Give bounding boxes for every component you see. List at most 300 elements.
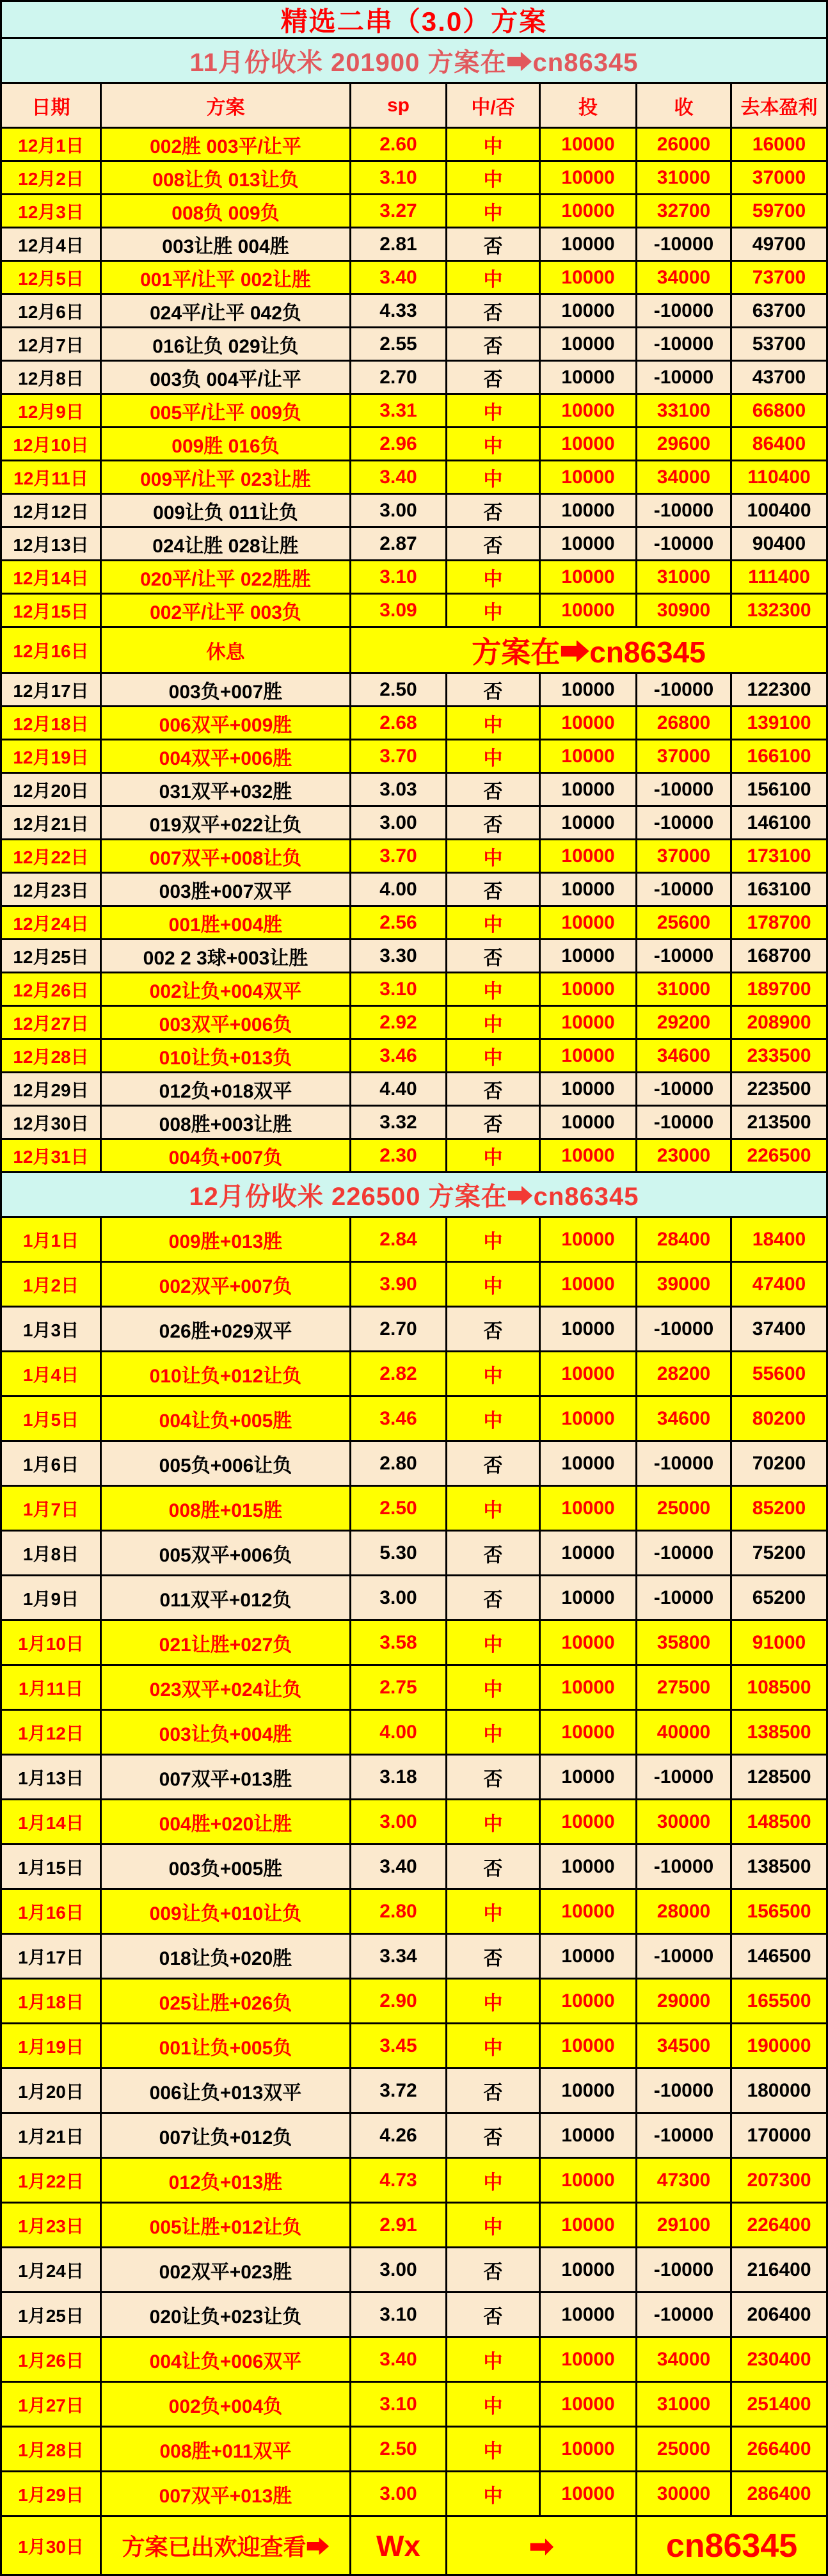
table-row [2,2472,826,2517]
table-row [2,428,826,461]
return-cell: 39000 [637,1263,732,1308]
sp-cell: 2.87 [351,528,447,561]
date-cell: 12月10日 [2,428,102,461]
profit-cell: 138500 [732,1845,826,1890]
stake-cell: 10000 [541,1756,637,1800]
date-cell: 12月16日 [2,628,102,674]
date-cell: 12月11日 [2,461,102,495]
date-cell: 1月6日 [2,1442,102,1487]
table-row [2,1218,826,1263]
date-cell: 12月24日 [2,907,102,940]
profit-cell: 86400 [732,428,826,461]
stake-cell: 10000 [541,528,637,561]
plan-cell: 004胜+020让胜 [102,1800,351,1845]
table-row [2,973,826,1007]
sp-cell: 3.03 [351,774,447,807]
sp-cell: 3.00 [351,495,447,528]
stake-cell: 10000 [541,262,637,295]
date-cell: 12月29日 [2,1073,102,1107]
date-cell: 1月26日 [2,2338,102,2383]
stake-cell: 10000 [541,1980,637,2024]
result-cell: 中 [447,595,541,628]
return-cell: 31000 [637,2383,732,2428]
profit-cell: 165500 [732,1980,826,2024]
plan-cell: 020让负+023让负 [102,2293,351,2338]
profit-cell: 180000 [732,2069,826,2114]
result-cell: 否 [447,1442,541,1487]
profit-cell: 16000 [732,129,826,162]
date-cell: 1月1日 [2,1218,102,1263]
table-header-row [2,84,826,129]
profit-cell: 207300 [732,2159,826,2204]
sp-cell: 3.70 [351,740,447,774]
return-cell: 47300 [637,2159,732,2204]
sp-cell: 3.09 [351,595,447,628]
profit-cell: 55600 [732,1352,826,1397]
sp-cell: 3.30 [351,940,447,973]
result-cell: 中 [447,2159,541,2204]
plan-cell: 004负+007负 [102,1140,351,1173]
date-cell: 1月29日 [2,2472,102,2517]
return-cell: -10000 [637,495,732,528]
return-cell: -10000 [637,2069,732,2114]
sp-cell: 3.40 [351,1845,447,1890]
result-cell: 中 [447,1980,541,2024]
plan-cell: 026胜+029双平 [102,1308,351,1352]
return-cell: 29000 [637,1980,732,2024]
result-cell: 否 [447,228,541,262]
return-cell: 31000 [637,561,732,595]
plan-cell: 009让负 011让负 [102,495,351,528]
sp-cell: 2.81 [351,228,447,262]
stake-cell: 10000 [541,1890,637,1935]
date-cell: 1月13日 [2,1756,102,1800]
date-cell: 1月4日 [2,1352,102,1397]
plan-cell: 024平/让平 042负 [102,295,351,328]
stake-cell: 10000 [541,2428,637,2472]
stake-cell: 10000 [541,2069,637,2114]
table-row [2,2069,826,2114]
stake-cell: 10000 [541,774,637,807]
result-cell: 中 [447,2338,541,2383]
return-cell: 25000 [637,2428,732,2472]
plan-cell: 023双平+024让负 [102,1666,351,1711]
plan-cell: 009让负+010让负 [102,1890,351,1935]
date-cell: 12月13日 [2,528,102,561]
table-row [2,1890,826,1935]
right-arrow-icon: ➡ [447,2517,637,2576]
stake-cell: 10000 [541,395,637,428]
result-cell: 否 [447,1845,541,1890]
return-cell: -10000 [637,2293,732,2338]
sp-cell: 4.40 [351,1073,447,1107]
plan-cell: 002双平+007负 [102,1263,351,1308]
result-cell: 否 [447,295,541,328]
stake-cell: 10000 [541,973,637,1007]
table-row [2,807,826,840]
stake-cell: 10000 [541,840,637,874]
column-header-5: 收 [637,84,732,129]
date-cell: 12月19日 [2,740,102,774]
sp-cell: 3.10 [351,162,447,195]
date-cell: 12月2日 [2,162,102,195]
return-cell: -10000 [637,328,732,362]
stake-cell: 10000 [541,674,637,707]
table-row [2,195,826,228]
table-row [2,495,826,528]
stake-cell: 10000 [541,1007,637,1040]
stake-cell: 10000 [541,940,637,973]
profit-cell: 132300 [732,595,826,628]
profit-cell: 146500 [732,1935,826,1980]
stake-cell: 10000 [541,1073,637,1107]
stake-cell: 10000 [541,1621,637,1666]
date-cell: 1月9日 [2,1576,102,1621]
sp-cell: 3.00 [351,2472,447,2517]
plan-cell: 004双平+006胜 [102,740,351,774]
sp-cell: 3.46 [351,1040,447,1073]
return-cell: -10000 [637,528,732,561]
stake-cell: 10000 [541,495,637,528]
date-cell: 1月30日 [2,2517,102,2576]
profit-cell: 223500 [732,1073,826,1107]
profit-cell: 233500 [732,1040,826,1073]
table-row [2,1756,826,1800]
stake-cell: 10000 [541,328,637,362]
profit-cell: 226500 [732,1140,826,1173]
sp-cell: 2.50 [351,674,447,707]
table-row [2,2383,826,2428]
november-summary-band [2,39,826,84]
stake-cell: 10000 [541,2293,637,2338]
november-summary-text: 11月份收米 201900 方案在➡cn86345 [189,49,639,77]
table-row [2,1980,826,2024]
table-row [2,1532,826,1576]
profit-cell: 170000 [732,2114,826,2159]
return-cell: -10000 [637,1935,732,1980]
return-cell: 34500 [637,2024,732,2069]
stake-cell: 10000 [541,162,637,195]
result-cell: 中 [447,129,541,162]
date-cell: 12月12日 [2,495,102,528]
column-header-4: 投 [541,84,637,129]
profit-cell: 66800 [732,395,826,428]
sp-cell: 3.46 [351,1397,447,1442]
plan-cell: 008让负 013让负 [102,162,351,195]
return-cell: -10000 [637,1073,732,1107]
plan-cell: 003负+007胜 [102,674,351,707]
return-cell: -10000 [637,874,732,907]
table-row [2,874,826,907]
profit-cell: 156100 [732,774,826,807]
result-cell: 中 [447,561,541,595]
table-row [2,1308,826,1352]
return-cell: -10000 [637,774,732,807]
sp-cell: 3.40 [351,461,447,495]
date-cell: 12月22日 [2,840,102,874]
return-cell: 28400 [637,1218,732,1263]
return-cell: 25000 [637,1487,732,1532]
date-cell: 12月25日 [2,940,102,973]
profit-cell: 80200 [732,1397,826,1442]
table-row [2,2204,826,2248]
profit-cell: 206400 [732,2293,826,2338]
stake-cell: 10000 [541,874,637,907]
december-summary-band [2,1173,826,1218]
sp-cell: 2.70 [351,362,447,395]
table-row [2,1007,826,1040]
return-cell: 30000 [637,1800,732,1845]
column-header-0: 日期 [2,84,102,129]
column-header-3: 中/否 [447,84,541,129]
sp-cell: 4.00 [351,874,447,907]
result-cell: 中 [447,740,541,774]
sp-cell: 2.92 [351,1007,447,1040]
table-row [2,1935,826,1980]
profit-cell: 128500 [732,1756,826,1800]
result-cell: 中 [447,262,541,295]
return-cell: 34600 [637,1040,732,1073]
stake-cell: 10000 [541,1308,637,1352]
plan-cell: 003负+005胜 [102,1845,351,1890]
table-row [2,907,826,940]
profit-cell: 110400 [732,461,826,495]
profit-cell: 70200 [732,1442,826,1487]
profit-cell: 49700 [732,228,826,262]
date-cell: 12月7日 [2,328,102,362]
table-row [2,1666,826,1711]
plan-cell: 018让负+020胜 [102,1935,351,1980]
stake-cell: 10000 [541,461,637,495]
stake-cell: 10000 [541,2204,637,2248]
profit-cell: 190000 [732,2024,826,2069]
sp-cell: 2.68 [351,707,447,740]
plan-cell: 009胜+013胜 [102,1218,351,1263]
result-cell: 否 [447,1073,541,1107]
return-cell: 34000 [637,2338,732,2383]
stake-cell: 10000 [541,362,637,395]
plan-cell: 007让负+012负 [102,2114,351,2159]
return-cell: -10000 [637,295,732,328]
plan-cell: 003让胜 004胜 [102,228,351,262]
stake-cell: 10000 [541,2024,637,2069]
stake-cell: 10000 [541,195,637,228]
profit-cell: 138500 [732,1711,826,1756]
result-cell: 中 [447,1007,541,1040]
plan-cell: 002胜 003平/让平 [102,129,351,162]
profit-cell: 251400 [732,2383,826,2428]
result-cell: 中 [447,2428,541,2472]
date-cell: 1月15日 [2,1845,102,1890]
stake-cell: 10000 [541,1666,637,1711]
table-row [2,2338,826,2383]
plan-cell: 001平/让平 002让胜 [102,262,351,295]
profit-cell: 63700 [732,295,826,328]
result-cell: 否 [447,1576,541,1621]
stake-cell: 10000 [541,595,637,628]
result-cell: 中 [447,2472,541,2517]
return-cell: -10000 [637,1107,732,1140]
plan-cell: 001让负+005负 [102,2024,351,2069]
return-cell: -10000 [637,1532,732,1576]
date-cell: 1月18日 [2,1980,102,2024]
profit-cell: 90400 [732,528,826,561]
plan-cell: 003让负+004胜 [102,1711,351,1756]
plan-cell: 012负+018双平 [102,1073,351,1107]
date-cell: 12月3日 [2,195,102,228]
date-cell: 1月17日 [2,1935,102,1980]
table-row [2,461,826,495]
table-row [2,840,826,874]
stake-cell: 10000 [541,561,637,595]
profit-cell: 53700 [732,328,826,362]
return-cell: 37000 [637,840,732,874]
date-cell: 12月15日 [2,595,102,628]
date-cell: 12月8日 [2,362,102,395]
result-cell: 否 [447,807,541,840]
return-cell: 30000 [637,2472,732,2517]
return-cell: 34000 [637,262,732,295]
table-row [2,707,826,740]
stake-cell: 10000 [541,740,637,774]
profit-cell: 168700 [732,940,826,973]
profit-cell: 111400 [732,561,826,595]
sp-cell: 3.00 [351,2248,447,2293]
table-row [2,674,826,707]
table-row [2,228,826,262]
sp-cell: 2.56 [351,907,447,940]
plan-cell: 005负+006让负 [102,1442,351,1487]
sp-cell: 5.30 [351,1532,447,1576]
plan-cell: 024让胜 028让胜 [102,528,351,561]
return-cell: 34000 [637,461,732,495]
date-cell: 12月27日 [2,1007,102,1040]
sp-cell: 2.84 [351,1218,447,1263]
table-row [2,1576,826,1621]
stake-cell: 10000 [541,1576,637,1621]
return-cell: 40000 [637,1711,732,1756]
return-cell: 28000 [637,1890,732,1935]
result-cell: 否 [447,528,541,561]
result-cell: 中 [447,1263,541,1308]
sp-cell: 2.60 [351,129,447,162]
sp-cell: 3.58 [351,1621,447,1666]
stake-cell: 10000 [541,1352,637,1397]
return-cell: 34600 [637,1397,732,1442]
return-cell: 25600 [637,907,732,940]
plan-cell: 008负 009负 [102,195,351,228]
stake-cell: 10000 [541,1935,637,1980]
stake-cell: 10000 [541,1107,637,1140]
return-cell: 29100 [637,2204,732,2248]
result-cell: 否 [447,1532,541,1576]
table-row [2,1073,826,1107]
table-row [2,1107,826,1140]
plan-cell: 011双平+012负 [102,1576,351,1621]
table-row [2,1711,826,1756]
table-row [2,1442,826,1487]
table-row [2,2159,826,2204]
sp-cell: 2.90 [351,1980,447,2024]
result-cell: 中 [447,2024,541,2069]
promo-plan-cell: 方案已出欢迎查看➡ [102,2517,351,2576]
contact-code-cell: cn86345 [637,2517,826,2576]
sheet-title-band [2,2,826,39]
result-cell: 中 [447,1666,541,1711]
result-cell: 否 [447,2293,541,2338]
profit-cell: 85200 [732,1487,826,1532]
stake-cell: 10000 [541,2472,637,2517]
return-cell: 27500 [637,1666,732,1711]
date-cell: 12月9日 [2,395,102,428]
sp-cell: 2.80 [351,1442,447,1487]
result-cell: 否 [447,1308,541,1352]
date-cell: 12月21日 [2,807,102,840]
result-cell: 否 [447,362,541,395]
date-cell: 12月14日 [2,561,102,595]
table-row [2,528,826,561]
table-row [2,262,826,295]
date-cell: 12月23日 [2,874,102,907]
sp-cell: 3.10 [351,561,447,595]
plan-cell: 002双平+023胜 [102,2248,351,2293]
return-cell: 29200 [637,1007,732,1040]
sp-cell: 2.50 [351,1487,447,1532]
sp-cell: 2.80 [351,1890,447,1935]
profit-cell: 122300 [732,674,826,707]
sp-cell: 2.30 [351,1140,447,1173]
plan-cell: 005让胜+012让负 [102,2204,351,2248]
table-row [2,2517,826,2576]
return-cell: 31000 [637,973,732,1007]
return-cell: -10000 [637,940,732,973]
date-cell: 12月17日 [2,674,102,707]
date-cell: 1月5日 [2,1397,102,1442]
profit-cell: 166100 [732,740,826,774]
date-cell: 1月11日 [2,1666,102,1711]
return-cell: 28200 [637,1352,732,1397]
date-cell: 12月31日 [2,1140,102,1173]
date-cell: 12月18日 [2,707,102,740]
stake-cell: 10000 [541,428,637,461]
result-cell: 中 [447,907,541,940]
table-row [2,1352,826,1397]
return-cell: -10000 [637,2248,732,2293]
return-cell: -10000 [637,1845,732,1890]
sp-cell: 3.40 [351,2338,447,2383]
stake-cell: 10000 [541,907,637,940]
date-cell: 1月19日 [2,2024,102,2069]
result-cell: 中 [447,1800,541,1845]
date-cell: 1月7日 [2,1487,102,1532]
plan-cell: 003负 004平/让平 [102,362,351,395]
table-row [2,1263,826,1308]
profit-cell: 108500 [732,1666,826,1711]
stake-cell: 10000 [541,1532,637,1576]
date-cell: 12月30日 [2,1107,102,1140]
date-cell: 12月6日 [2,295,102,328]
date-cell: 1月3日 [2,1308,102,1352]
sp-cell: 3.90 [351,1263,447,1308]
date-cell: 1月24日 [2,2248,102,2293]
plan-cell: 休息 [102,628,351,674]
stake-cell: 10000 [541,1040,637,1073]
table-row [2,2293,826,2338]
sp-cell: 3.18 [351,1756,447,1800]
date-cell: 1月28日 [2,2428,102,2472]
return-cell: 29600 [637,428,732,461]
stake-cell: 10000 [541,129,637,162]
